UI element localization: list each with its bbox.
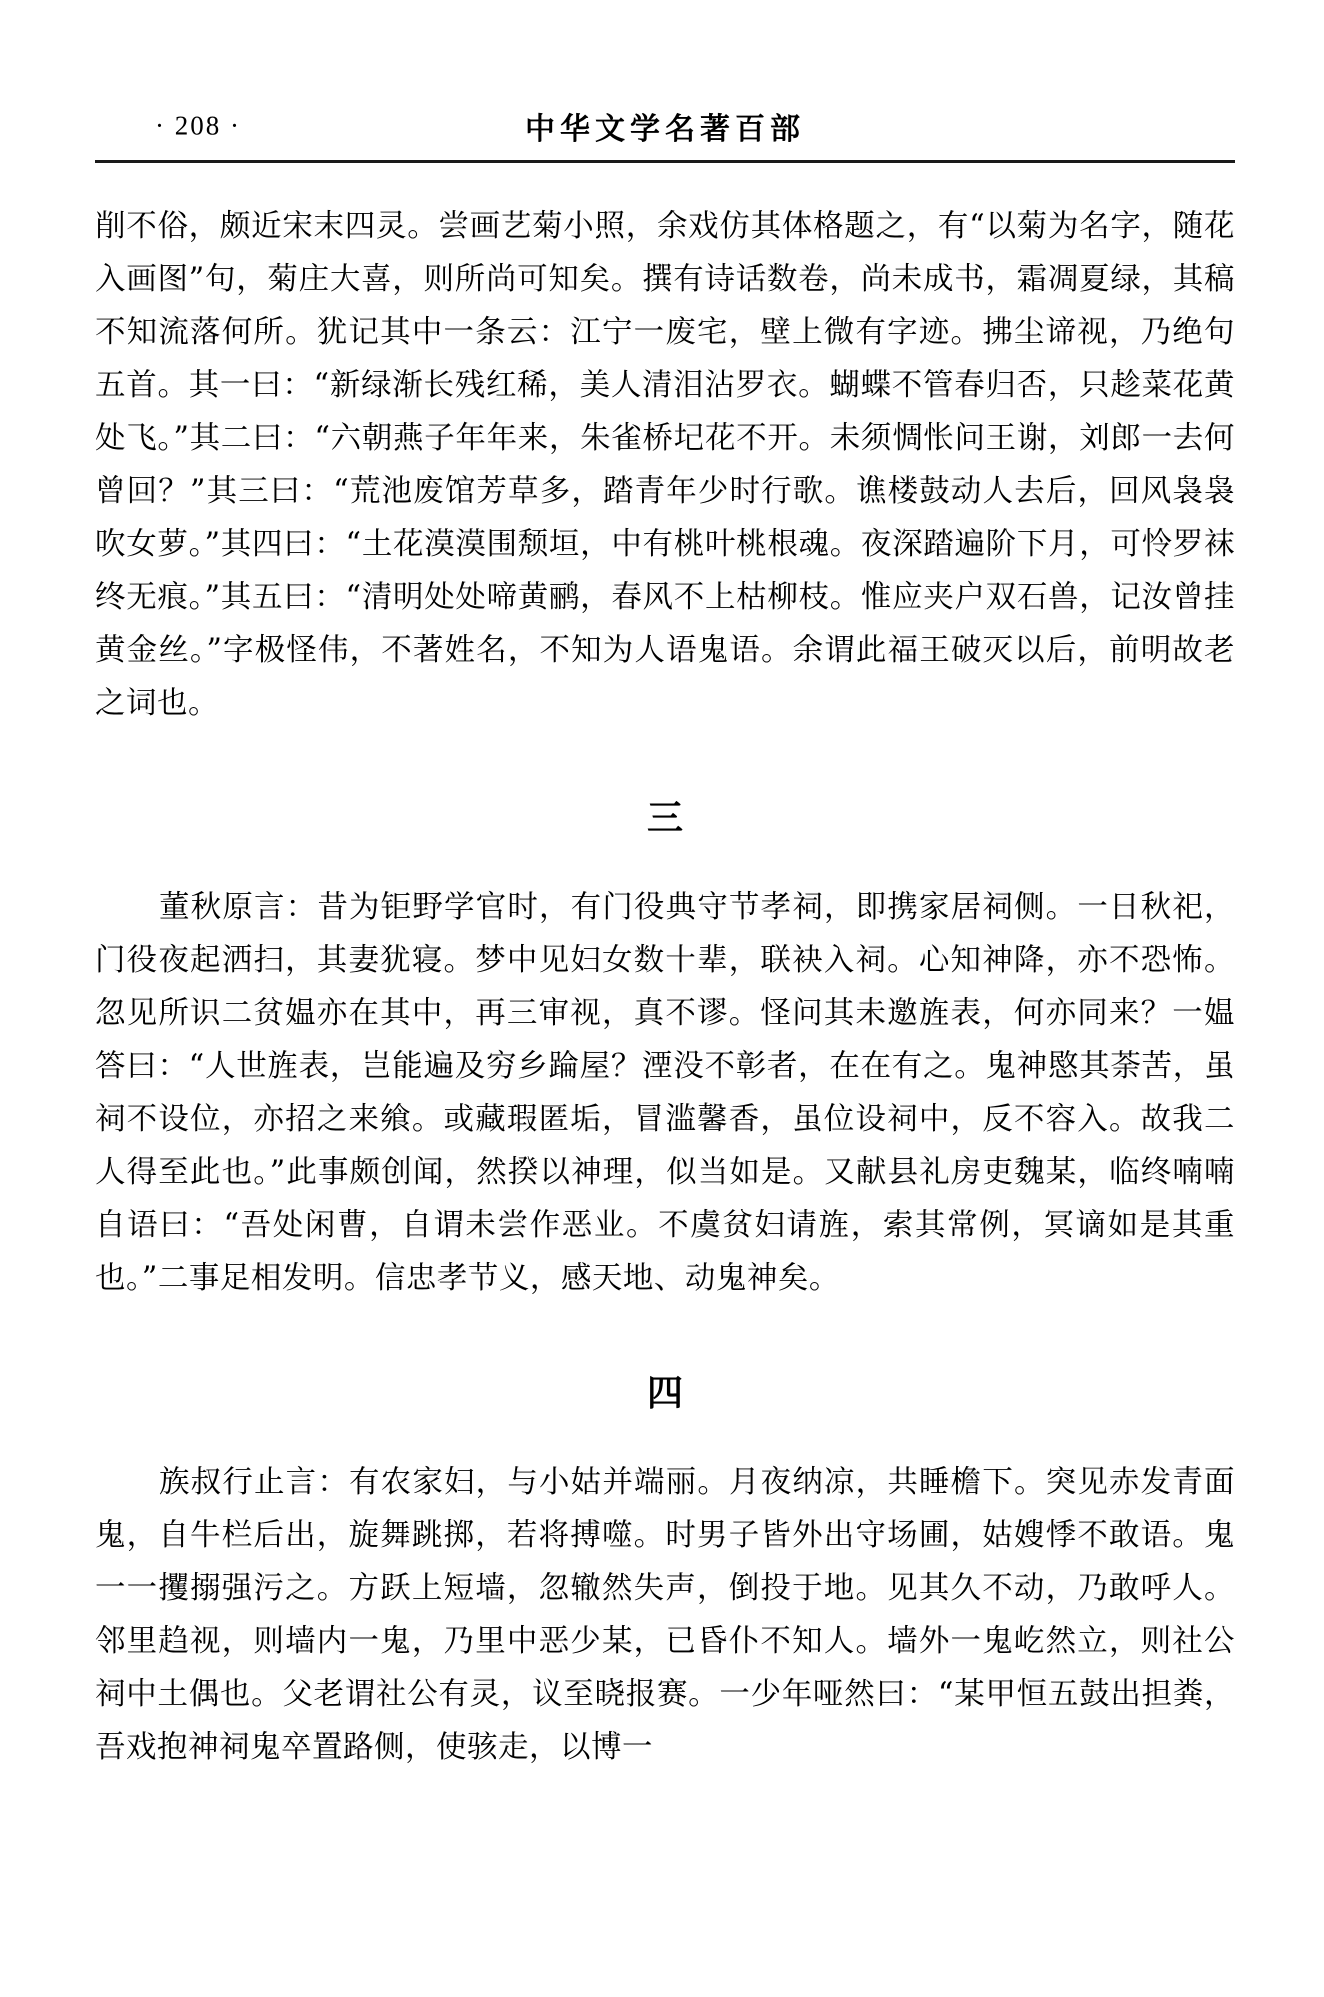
page-number: · 208 ·	[155, 110, 241, 141]
section-heading-three: 三	[646, 797, 683, 839]
body-paragraph-section-three: 董秋原言：昔为钜野学官时，有门役典守节孝祠，即携家居祠侧。一日秋祀，门役夜起洒扫，其妻犹寝。梦中见妇女数十辈，联袂入祠。心知神降，亦不恐怖。忽见所识二贫媪亦在其中，再三审视，真不谬。怪问其未邀旌表，何亦同来？一媪答曰：“人世旌表，岂能遍及穷乡踚屋？湮没不彰者，在在有之。鬼神愍其荼苦，虽祠不设位，亦招之来飨。或藏瑕匿垢，冒滥馨香，虽位设祠中，反不容入。故我二人得至此也。”此事颇创闻，然揆以神理，似当如是。又献县礼房吏魏某，临终喃喃自语曰：“吾处闲曹，自谓未尝作恶业。不虞贫妇请旌，索其常例，冥谪如是其重也。”二事足相发明。信忠孝节义，感天地、动鬼神矣。	[95, 890, 1235, 1296]
header-divider	[95, 160, 1235, 163]
spacer	[95, 841, 1235, 881]
spacer	[95, 730, 1235, 790]
page-header	[95, 95, 1235, 157]
body-paragraph-section-four: 族叔行止言：有农家妇，与小姑并端丽。月夜纳凉，共睡檐下。突见赤发青面鬼，自牛栏后出，旋舞跳掷，若将搏噬。时男子皆外出守场圃，姑嫂悸不敢语。鬼一一攫搦强污之。方跃上短墙，忽辙然失声，倒投于地。见其久不动，乃敢呼人。邻里趋视，则墙内一鬼，乃里中恶少某，已昏仆不知人。墙外一鬼屹然立，则社公祠中土偶也。父老谓社公有灵，议至晓报赛。一少年哑然曰：“某甲恒五鼓出担粪，吾戏抱神祠鬼卒置路侧，使骇走，以博一	[95, 1465, 1235, 1765]
page-body	[95, 200, 1235, 1774]
book-title: 中华文学名著百部	[525, 112, 805, 147]
body-paragraph-continued: 削不俗，颇近宋末四灵。尝画艺菊小照，余戏仿其体格题之，有“以菊为名字，随花入画图”句，菊庄大喜，则所尚可知矣。撰有诗话数卷，尚未成书，霜凋夏绿，其稿不知流落何所。犹记其中一条云：江宁一废宅，壁上微有字迹。拂尘谛视，乃绝句五首。其一曰：“新绿渐长残红稀，美人清泪沾罗衣。蝴蝶不管春归否，只趁菜花黄处飞。”其二曰：“六朝燕子年年来，朱雀桥圮花不开。未须惆怅问王谢，刘郎一去何曾回？”其三曰：“荒池废馆芳草多，踏青年少时行歌。谯楼鼓动人去后，回风袅袅吹女萝。”其四曰：“土花漠漠围颓垣，中有桃叶桃根魂。夜深踏遍阶下月，可怜罗袜终无痕。”其五曰：“清明处处啼黄鹂，春风不上枯柳枝。惟应夹户双石兽，记汝曾挂黄金丝。”字极怪伟，不著姓名，不知为人语鬼语。余谓此福王破灭以后，前明故老之词也。	[95, 209, 1235, 721]
spacer	[95, 1305, 1235, 1365]
spacer	[95, 1416, 1235, 1456]
section-heading-four: 四	[646, 1372, 683, 1414]
